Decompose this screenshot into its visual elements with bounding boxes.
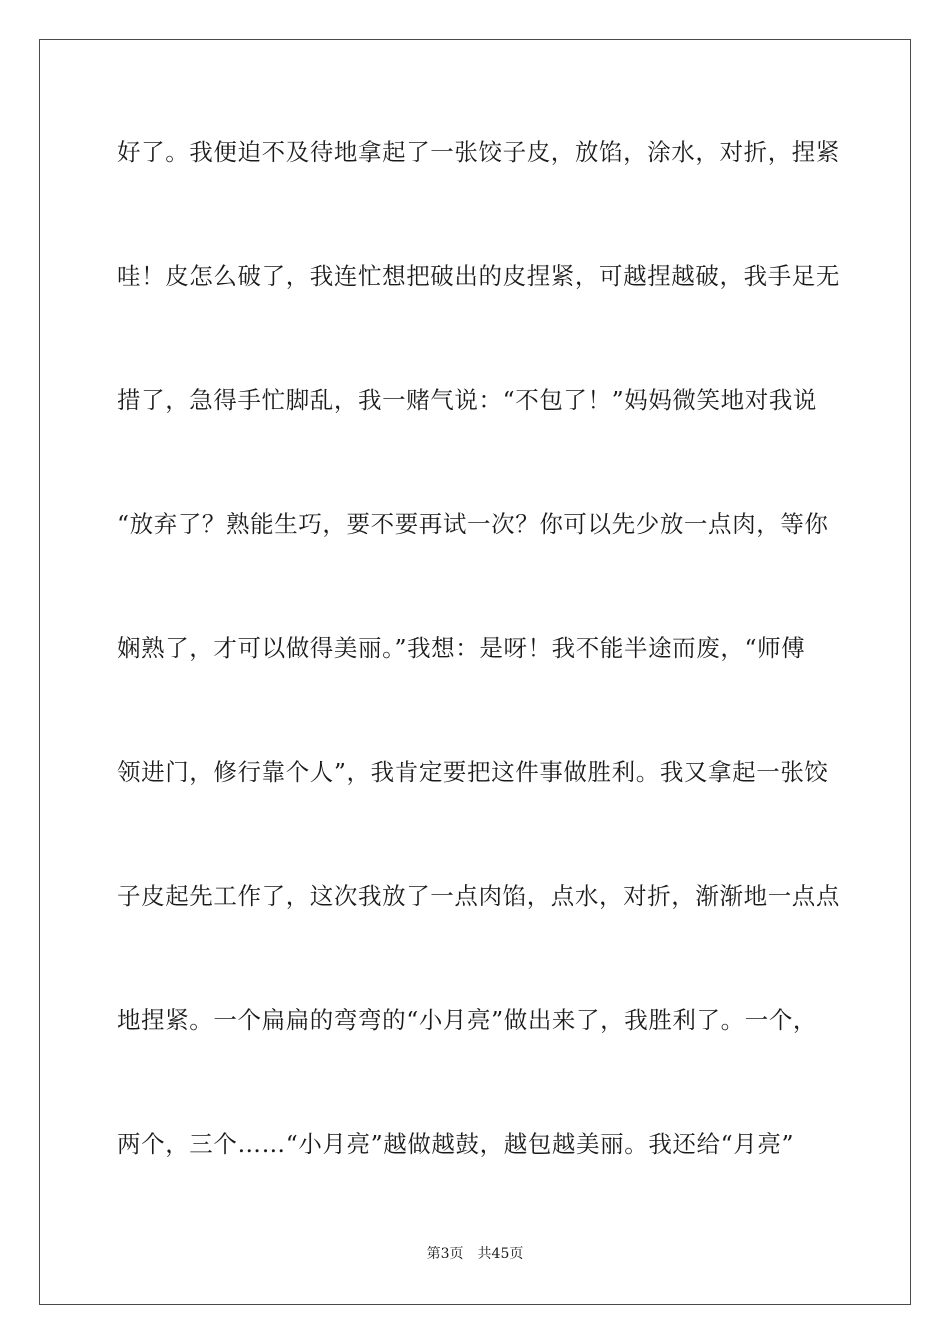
text-line-1: 好了。我便迫不及待地拿起了一张饺子皮，放馅，涂水，对折，捏紧 bbox=[117, 138, 840, 166]
text-line-7: 子皮起先工作了，这次我放了一点肉馅，点水，对折，渐渐地一点点 bbox=[117, 882, 840, 910]
text-line-8: 地捏紧。一个扁扁的弯弯的“小月亮”做出来了，我胜利了。一个， bbox=[117, 1006, 818, 1034]
text-line-3: 措了，急得手忙脚乱，我一赌气说：“不包了！”妈妈微笑地对我说 bbox=[117, 386, 818, 414]
text-line-5: 娴熟了，才可以做得美丽。”我想：是呀！我不能半途而废，“师傅 bbox=[117, 634, 806, 662]
text-line-9: 两个，三个……“小月亮”越做越鼓，越包越美丽。我还给“月亮” bbox=[117, 1130, 795, 1158]
text-line-6: 领进门，修行靠个人”，我肯定要把这件事做胜利。我又拿起一张饺 bbox=[117, 758, 829, 786]
text-line-2: 哇！皮怎么破了，我连忙想把破出的皮捏紧，可越捏越破，我手足无 bbox=[117, 262, 840, 290]
page-number: 第3页 bbox=[426, 1246, 464, 1262]
total-pages: 共45页 bbox=[477, 1246, 524, 1262]
text-line-4: “放弃了？熟能生巧，要不要再试一次？你可以先少放一点肉，等你 bbox=[117, 510, 829, 538]
page-footer bbox=[0, 1244, 950, 1264]
page-border bbox=[39, 39, 911, 1305]
